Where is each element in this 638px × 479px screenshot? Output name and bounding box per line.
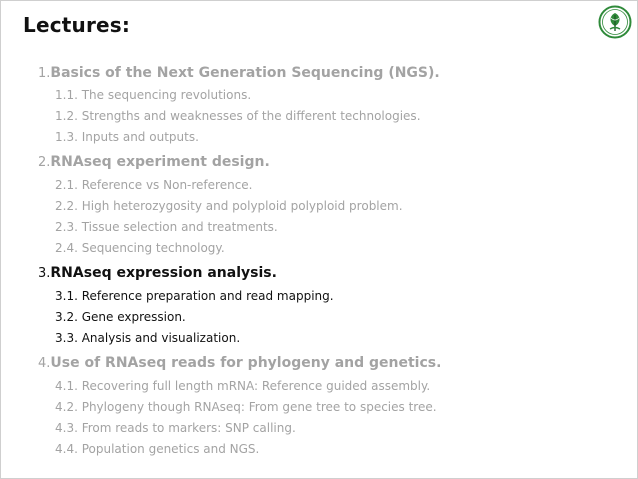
list-item: 1.2. Strengths and weaknesses of the different technologies. [55, 109, 421, 123]
section-number: 4. [38, 356, 51, 371]
list-item: 2.3. Tissue selection and treatments. [55, 220, 278, 234]
list-item: 1.3. Inputs and outputs. [55, 130, 199, 144]
section-title: Basics of the Next Generation Sequencing (NGS). [50, 65, 440, 81]
list-item: 1.1. The sequencing revolutions. [55, 88, 252, 102]
slide-title: Lectures: [23, 13, 131, 37]
leaf-tree-emblem-icon [598, 5, 632, 39]
list-item: 4.2. Phylogeny though RNAseq: From gene tree to species tree. [55, 400, 437, 414]
list-item: 4.3. From reads to markers: SNP calling. [55, 421, 296, 435]
list-item: 2.1. Reference vs Non-reference. [55, 178, 253, 192]
list-item: 2.2. High heterozygosity and polyploid polyploid problem. [55, 199, 403, 213]
section-number: 1. [38, 66, 51, 81]
list-item: 4.1. Recovering full length mRNA: Reference guided assembly. [55, 379, 431, 393]
section-number: 2. [38, 155, 51, 170]
list-item: 3.3. Analysis and visualization. [55, 331, 241, 345]
list-item: 3.1. Reference preparation and read mapping. [55, 289, 334, 303]
section-title: RNAseq experiment design. [50, 154, 270, 170]
section-number: 3. [38, 266, 51, 281]
list-item: 4.4. Population genetics and NGS. [55, 442, 260, 456]
section-1-heading [38, 65, 440, 81]
section-3-heading [38, 265, 277, 281]
list-item: 2.4. Sequencing technology. [55, 241, 225, 255]
section-4-heading [38, 355, 441, 371]
section-2-heading [38, 154, 270, 170]
list-item: 3.2. Gene expression. [55, 310, 186, 324]
section-title: Use of RNAseq reads for phylogeny and genetics. [50, 355, 442, 371]
section-title: RNAseq expression analysis. [50, 265, 277, 281]
